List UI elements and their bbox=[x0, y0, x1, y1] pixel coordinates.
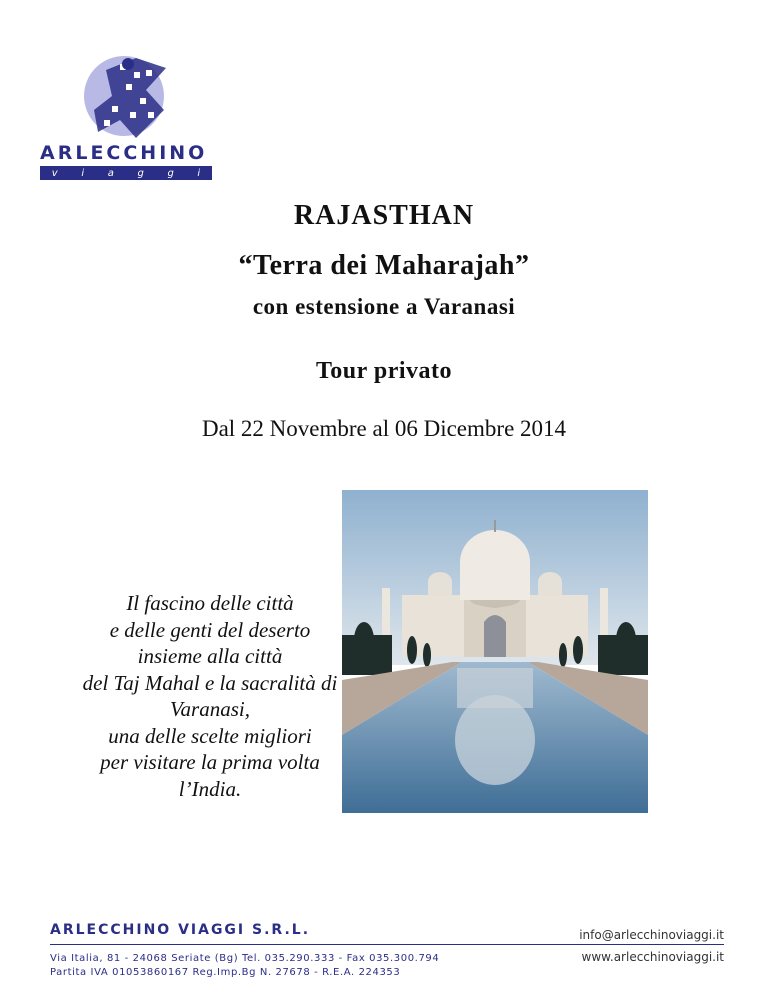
poem-line: una delle scelte migliori bbox=[108, 723, 312, 748]
date-range: Dal 22 Novembre al 06 Dicembre 2014 bbox=[201, 416, 567, 441]
logo-letter: a bbox=[107, 167, 114, 179]
logo-letter: i bbox=[81, 167, 85, 179]
poem-line: per visitare la prima volta bbox=[100, 750, 320, 774]
poem-line: del Taj Mahal e la sacralità di bbox=[82, 670, 338, 695]
company-logo bbox=[36, 50, 218, 182]
tour-type: Tour privato bbox=[315, 358, 453, 384]
poem-line: Il fascino delle città bbox=[126, 591, 294, 615]
logo-letter: g bbox=[167, 167, 174, 179]
logo-wordmark: ARLECCHINO bbox=[40, 142, 208, 164]
poem-line: Varanasi, bbox=[170, 697, 250, 721]
page-title: RAJASTHAN bbox=[293, 200, 475, 231]
logo-letter: v bbox=[51, 167, 58, 179]
page-subtitle: “Terra dei Maharajah” bbox=[238, 250, 530, 281]
poem-line: insieme alla città bbox=[137, 644, 283, 668]
description-poem bbox=[60, 590, 360, 802]
footer-divider bbox=[50, 944, 724, 945]
taj-mahal-photo bbox=[342, 490, 648, 813]
footer-registration: Partita IVA 01053860167 Reg.Imp.Bg N. 27678 - R.E.A. 224353 bbox=[50, 967, 401, 978]
poem-line: e delle genti del deserto bbox=[109, 617, 311, 642]
footer-address: Via Italia, 81 - 24068 Seriate (Bg) Tel. 035.290.333 - Fax 035.300.794 bbox=[50, 953, 440, 964]
harlequin-emblem bbox=[36, 50, 218, 142]
extension-line: con estensione a Varanasi bbox=[252, 294, 516, 319]
footer-website-link[interactable]: www.arlecchinoviaggi.it bbox=[581, 950, 724, 964]
logo-letter: g bbox=[137, 167, 144, 179]
footer-email-link[interactable]: info@arlecchinoviaggi.it bbox=[579, 928, 724, 942]
logo-letter: i bbox=[197, 167, 201, 179]
logo-subtitle bbox=[40, 166, 212, 180]
poem-line: l’India. bbox=[178, 776, 242, 801]
footer-company-name: ARLECCHINO VIAGGI S.R.L. bbox=[50, 922, 311, 938]
